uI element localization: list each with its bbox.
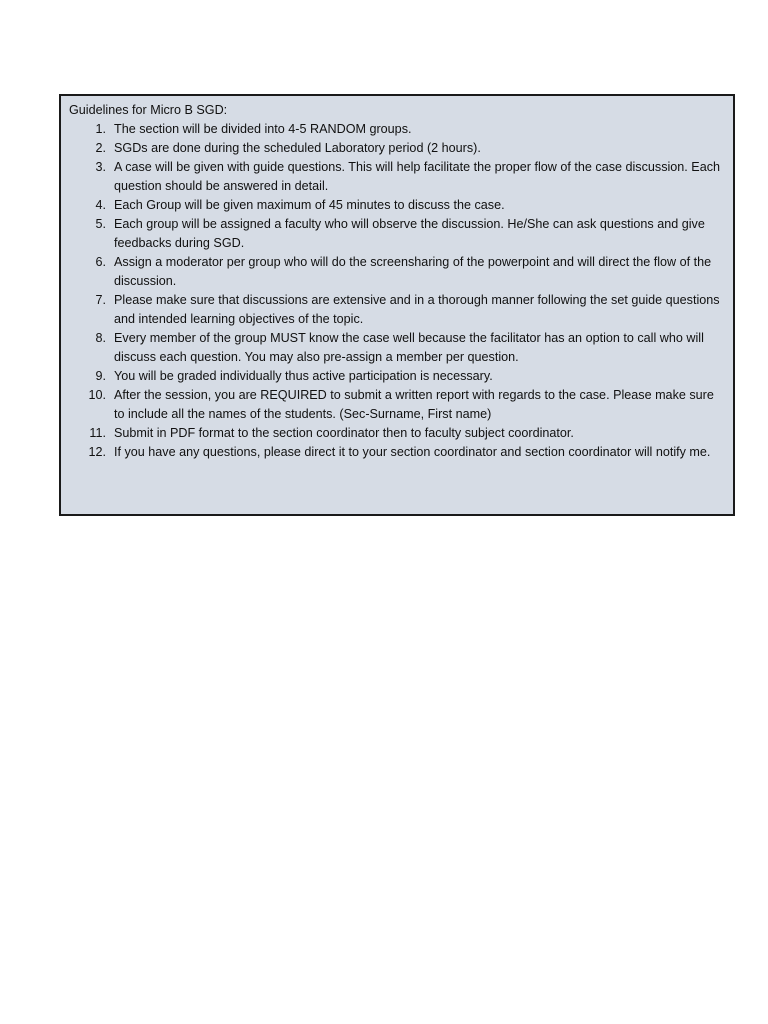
list-item-number: 6. (95, 255, 106, 269)
list-item-number: 8. (95, 331, 106, 345)
list-item-text: After the session, you are REQUIRED to submit a written report with regards to the case. Please make sure to include all the names of the students. (Sec-Surname, First name) (114, 388, 714, 421)
list-item (69, 291, 724, 329)
list-item-number: 9. (95, 369, 106, 383)
guidelines-list (69, 120, 724, 462)
list-item-number: 7. (95, 293, 106, 307)
list-item (69, 253, 724, 291)
list-item-text: Submit in PDF format to the section coordinator then to faculty subject coordinator. (114, 426, 574, 440)
list-item-text: You will be graded individually thus active participation is necessary. (114, 369, 493, 383)
list-item (69, 367, 724, 386)
list-item-number: 3. (95, 160, 106, 174)
list-item-text: SGDs are done during the scheduled Laboratory period (2 hours). (114, 141, 481, 155)
list-item-number: 1. (95, 122, 106, 136)
list-item (69, 386, 724, 424)
list-item (69, 196, 724, 215)
list-item-number: 12. (88, 445, 106, 459)
list-item (69, 215, 724, 253)
list-item-text: A case will be given with guide questions. This will help facilitate the proper flow of the case discussion. Each question should be answered in detail. (114, 160, 720, 193)
list-item-number: 5. (95, 217, 106, 231)
list-item-text: If you have any questions, please direct it to your section coordinator and section coordinator will notify me. (114, 445, 711, 459)
list-item-text: The section will be divided into 4-5 RANDOM groups. (114, 122, 412, 136)
list-item-text: Assign a moderator per group who will do the screensharing of the powerpoint and will direct the flow of the discussion. (114, 255, 712, 288)
list-item-text: Please make sure that discussions are extensive and in a thorough manner following the set guide questions and intended learning objectives of the topic. (114, 293, 720, 326)
list-item (69, 443, 724, 462)
list-item-text: Each group will be assigned a faculty who will observe the discussion. He/She can ask questions and give feedbacks during SGD. (114, 217, 705, 250)
guidelines-title: Guidelines for Micro B SGD: (69, 103, 228, 117)
list-item-text: Every member of the group MUST know the case well because the facilitator has an option to call who will discuss each question. You may also pre-assign a member per question. (114, 331, 704, 364)
list-item-number: 11. (89, 426, 106, 440)
guidelines-box (59, 94, 735, 516)
list-item-number: 10. (88, 388, 106, 402)
list-item-number: 4. (95, 198, 106, 212)
list-item-text: Each Group will be given maximum of 45 minutes to discuss the case. (114, 198, 505, 212)
list-item (69, 329, 724, 367)
list-item (69, 424, 724, 443)
list-item (69, 139, 724, 158)
list-item (69, 158, 724, 196)
list-item-number: 2. (95, 141, 106, 155)
list-item (69, 120, 724, 139)
